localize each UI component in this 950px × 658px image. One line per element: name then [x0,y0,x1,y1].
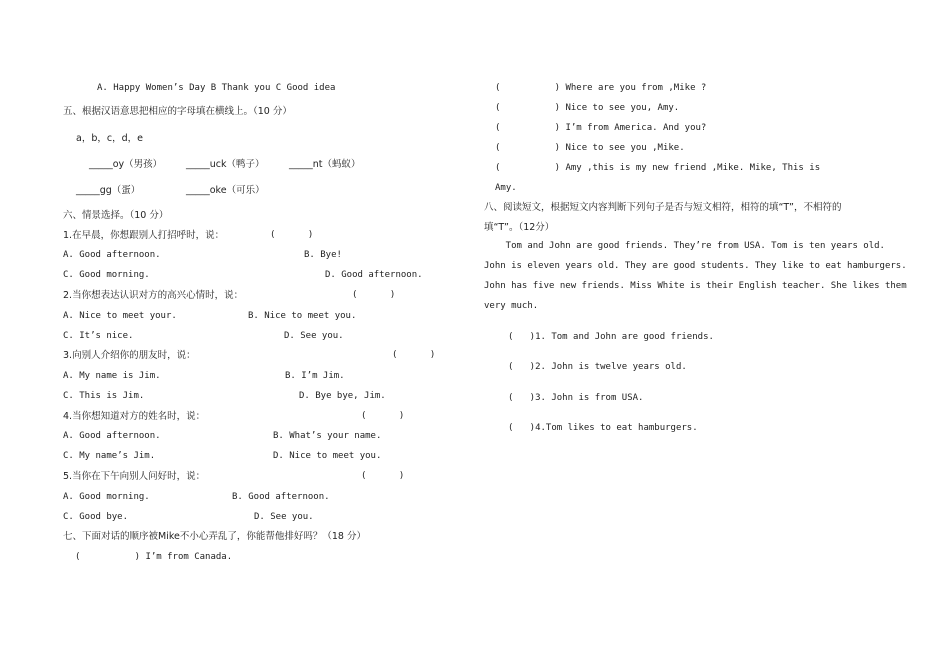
section-5-heading: 五、根据汉语意思把相应的字母填在横线上。（10 分） [63,106,292,117]
q1-option-c: C. Good morning. [63,270,150,280]
dialogue-line-3[interactable]: ( ) Nice to see you, Amy. [495,103,680,113]
tf-item-1[interactable]: ( )1. Tom and John are good friends. [508,332,714,342]
q2-answer-blank[interactable]: ( ) [352,290,396,300]
q1-answer-blank[interactable]: ( ) [270,230,314,240]
section-8-heading: 八、阅读短文，根据短文内容判断下列句子是否与短文相符，相符的填“T”，不相符的 [484,202,842,213]
q5-option-d: D. See you. [254,512,314,522]
q2-option-a: A. Nice to meet your. [63,311,177,321]
blank-word-3: _____nt（蚂蚁） [289,159,361,170]
q3-option-b: B. I’m Jim. [285,371,345,381]
q2-option-b: B. Nice to meet you. [248,311,357,321]
dialogue-line-5[interactable]: ( ) Nice to see you ,Mike. [495,143,685,153]
q2-option-c: C. It’s nice. [63,331,134,341]
q5-option-c: C. Good bye. [63,512,129,522]
q2-prompt: 2.当你想表达认识对方的高兴心情时，说： [63,290,244,301]
passage-line-4: very much. [484,301,539,311]
q1-option-b: B. Bye! [304,250,342,260]
q5-prompt: 5.当你在下午向别人问好时，说： [63,471,206,482]
section-8-heading-cont: 填“T”。（12分） [484,222,555,233]
tf-item-2[interactable]: ( )2. John is twelve years old. [508,362,687,372]
blank-word-5: _____oke（可乐） [186,185,265,196]
q5-option-a: A. Good morning. [63,492,150,502]
q4-prompt: 4.当你想知道对方的姓名时，说： [63,411,206,422]
q4-answer-blank[interactable]: ( ) [361,411,405,421]
section-7-heading: 七、下面对话的顺序被Mike不小心弄乱了，你能帮他排好吗？（18 分） [63,531,366,542]
passage-line-1: Tom and John are good friends. They’re from USA. Tom is ten years old. [484,241,885,251]
q5-answer-blank[interactable]: ( ) [361,471,405,481]
dialogue-line-4[interactable]: ( ) I’m from America. And you? [495,123,707,133]
blank-word-2: _____uck（鸭子） [186,159,265,170]
q3-option-d: D. Bye bye, Jim. [299,391,386,401]
q4-option-c: C. My name’s Jim. [63,451,156,461]
q4-option-b: B. What’s your name. [273,431,382,441]
q4-option-a: A. Good afternoon. [63,431,161,441]
tf-item-3[interactable]: ( )3. John is from USA. [508,393,644,403]
passage-line-3: John has five new friends. Miss White is their English teacher. She likes them [484,281,907,291]
q1-option-d: D. Good afternoon. [325,270,423,280]
tf-item-4[interactable]: ( )4.Tom likes to eat hamburgers. [508,423,698,433]
section-6-heading: 六、情景选择。（10 分） [63,210,169,221]
dialogue-line-6-cont: Amy. [495,183,517,193]
q3-option-c: C. This is Jim. [63,391,145,401]
q3-option-a: A. My name is Jim. [63,371,161,381]
q4-options-line: A. Happy Women’s Day B Thank you C Good idea [97,83,336,93]
q5-option-b: B. Good afternoon. [232,492,330,502]
blank-word-1: _____oy（男孩） [89,159,163,170]
dialogue-line-1[interactable]: ( ) I’m from Canada. [75,552,233,562]
dialogue-line-6[interactable]: ( ) Amy ,this is my new friend ,Mike. Mike, This is [495,163,821,173]
q1-option-a: A. Good afternoon. [63,250,161,260]
letter-choices: a，b，c，d，e [76,133,143,144]
blank-word-4: _____gg（蛋） [76,185,141,196]
q2-option-d: D. See you. [284,331,344,341]
dialogue-line-2[interactable]: ( ) Where are you from ,Mike ? [495,83,707,93]
q3-prompt: 3.向别人介绍你的朋友时，说： [63,350,196,361]
passage-line-2: John is eleven years old. They are good students. They like to eat hamburgers. [484,261,907,271]
q4-option-d: D. Nice to meet you. [273,451,382,461]
q3-answer-blank[interactable]: ( ) [392,350,436,360]
q1-prompt: 1.在早晨，你想跟别人打招呼时，说： [63,230,225,241]
